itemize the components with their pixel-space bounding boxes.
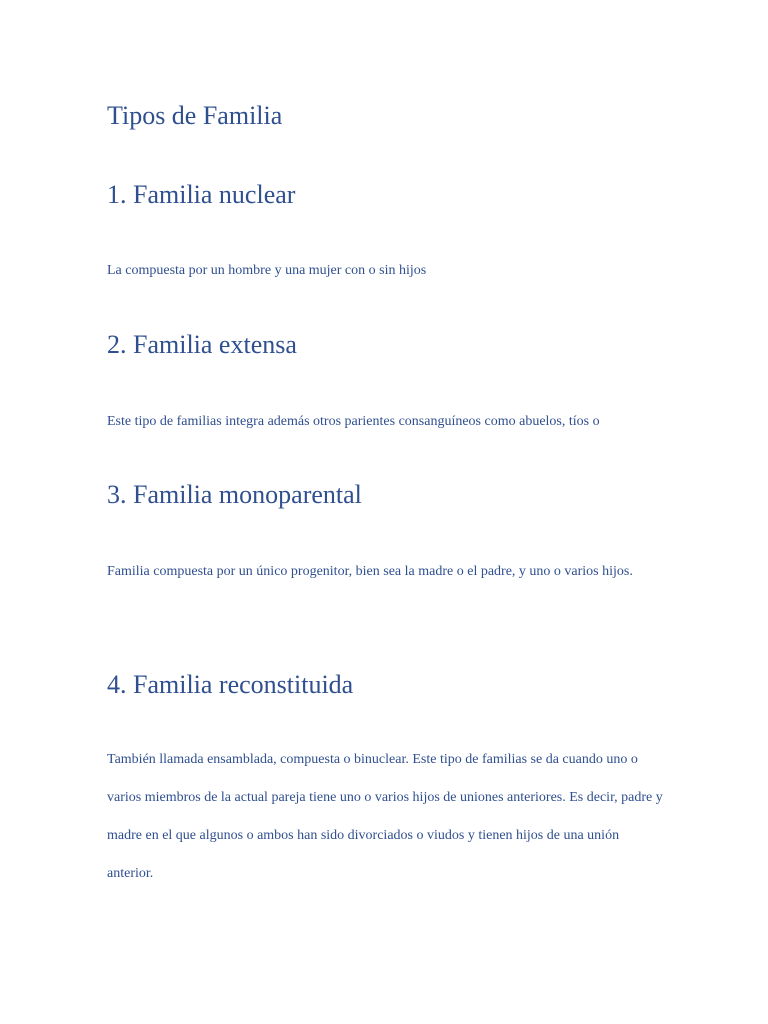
section-body-familia-reconstituida: También llamada ensamblada, compuesta o binuclear. Este tipo de familias se da cuando uno o varios miembros de la actual pareja tiene uno o varios hijos de uniones anteriores. Es decir, padre y madre en el que algunos o ambos han sido divorciados o viudos y tienen hijos de una unión anterior. — [107, 752, 663, 881]
section-heading-familia-extensa: 2. Familia extensa — [107, 330, 297, 359]
section-heading-familia-nuclear: 1. Familia nuclear — [107, 180, 296, 209]
section-heading-familia-reconstituida: 4. Familia reconstituida — [107, 670, 354, 699]
section-body-familia-extensa: Este tipo de familias integra además otros parientes consanguíneos como abuelos, tíos o — [107, 414, 600, 429]
section-body-familia-monoparental: Familia compuesta por un único progenitor, bien sea la madre o el padre, y uno o varios hijos. — [107, 564, 633, 579]
section-body-familia-nuclear: La compuesta por un hombre y una mujer con o sin hijos — [107, 263, 427, 278]
section-heading-familia-monoparental: 3. Familia monoparental — [107, 480, 362, 509]
document-title: Tipos de Familia — [107, 101, 283, 130]
